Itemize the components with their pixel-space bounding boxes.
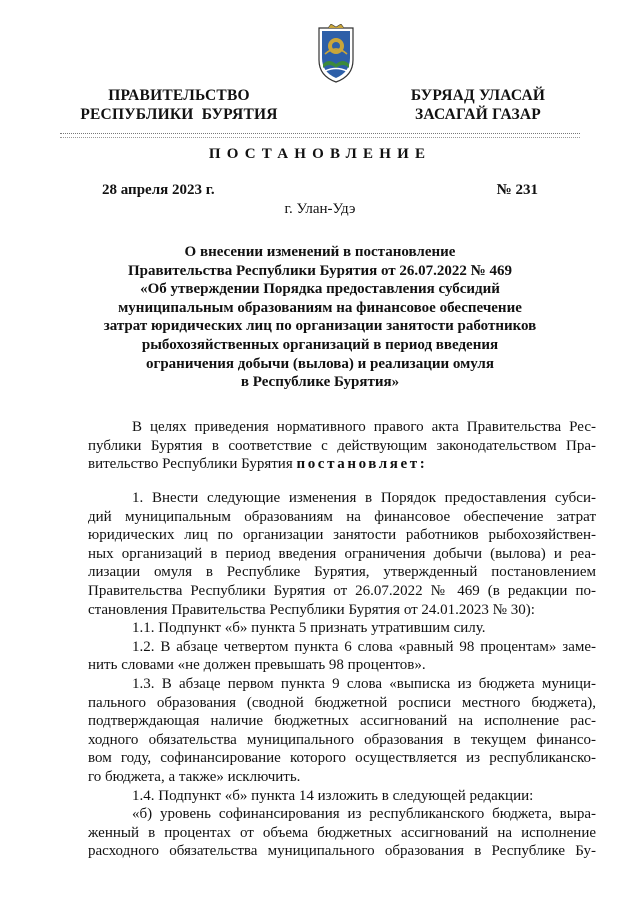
header-left-line: РЕСПУБЛИКИ БУРЯТИЯ [80, 106, 278, 123]
body-line: го бюджета, а также» исключить. [88, 768, 301, 785]
header-right-line: БУРЯАД УЛАСАЙ [410, 87, 546, 104]
body-line: пального образования (сводной бюджетной росписи местного бюджета), [88, 694, 596, 711]
document-city: г. Улан-Удэ [284, 201, 356, 217]
body-line: ных организаций в период введения ограничения добычи (вылова) и реа- [88, 545, 596, 562]
buryatia-coat-of-arms-icon [311, 24, 361, 84]
body-line: дий муниципальным образованиям на финансовое обеспечение затрат [88, 508, 596, 525]
preamble-prefix: вительство Республики Бурятия [88, 456, 297, 473]
body-line: вом году, софинансирование которого осуществляется из республиканско- [88, 750, 596, 767]
header-right-line: ЗАСАГАЙ ГАЗАР [415, 106, 541, 123]
body-line: подтверждающая наличие бюджетных ассигнований на исполнение рас- [88, 713, 596, 730]
preamble-paragraph [88, 418, 596, 474]
document-date: 28 апреля 2023 г. [102, 182, 215, 198]
body-line: юридических лиц по организации занятости работников рыбохозяйствен- [88, 527, 596, 544]
body-line: публики Бурятия в соответствие с действующим законодательством Пра- [88, 437, 596, 454]
body-line: 1.1. Подпункт «б» пункта 5 признать утратившим силу. [132, 620, 486, 637]
header-left-line: ПРАВИТЕЛЬСТВО [108, 87, 250, 104]
body-line: 1.4. Подпункт «б» пункта 14 изложить в следующей редакции: [132, 787, 534, 804]
body-line [88, 455, 596, 474]
title-line: ограничения добычи (вылова) и реализации омуля [146, 355, 494, 372]
title-line: в Республике Бурятия» [240, 374, 400, 391]
title-line: затрат юридических лиц по организации занятости работников [103, 318, 537, 335]
document-number: № 231 [496, 182, 538, 198]
body-line: 1.3. В абзаце первом пункта 9 слова «выписка из бюджета муници- [132, 675, 596, 692]
title-line: муниципальным образованиям на финансовое обеспечение [118, 299, 522, 316]
body-line: 1. Внести следующие изменения в Порядок предоставления субси- [132, 490, 596, 506]
header-right-government-name [383, 86, 573, 124]
body-line: расходного обязательства муниципального образования в Республике Бу- [88, 843, 596, 860]
resolution-title [100, 243, 540, 392]
body-line: нить словами «не должен превышать 98 процентов». [88, 657, 426, 674]
body-line: В целях приведения нормативного правого акта Правительства Рес- [132, 419, 596, 435]
document-type-title: ПОСТАНОВЛЕНИЕ [208, 146, 432, 162]
title-line: Правительства Республики Бурятия от 26.07.2022 № 469 [127, 262, 512, 279]
title-line: «Об утверждении Порядка предоставления субсидий [140, 281, 500, 298]
body-line: лизации омуля в Республике Бурятия, утвержденный постановлением [88, 564, 596, 581]
body-line: «б) уровень софинансирования из республиканского бюджета, выра- [132, 806, 596, 823]
title-line: О внесении изменений в постановление [184, 244, 456, 260]
body-line: становления Правительства Республики Бурятия от 24.01.2023 № 30): [88, 601, 535, 618]
body-line: Правительства Республики Бурятия от 26.07.2022 № 469 (в редакции по- [88, 582, 596, 599]
body-line: 1.2. В абзаце четвертом пункта 6 слова «равный 98 процентам» заме- [132, 638, 596, 655]
header-divider [60, 133, 580, 134]
header-left-government-name [70, 86, 288, 124]
amendments-body [88, 489, 596, 861]
title-line: рыбохозяйственных организаций в период введения [141, 336, 499, 353]
body-line: ходного обязательства муниципального образования в текущем финансо- [88, 731, 596, 748]
body-line: женный в процентах от объема бюджетных ассигнований на исполнение [88, 824, 596, 841]
resolves-keyword: постановляет: [296, 456, 428, 473]
header-divider [60, 137, 580, 138]
